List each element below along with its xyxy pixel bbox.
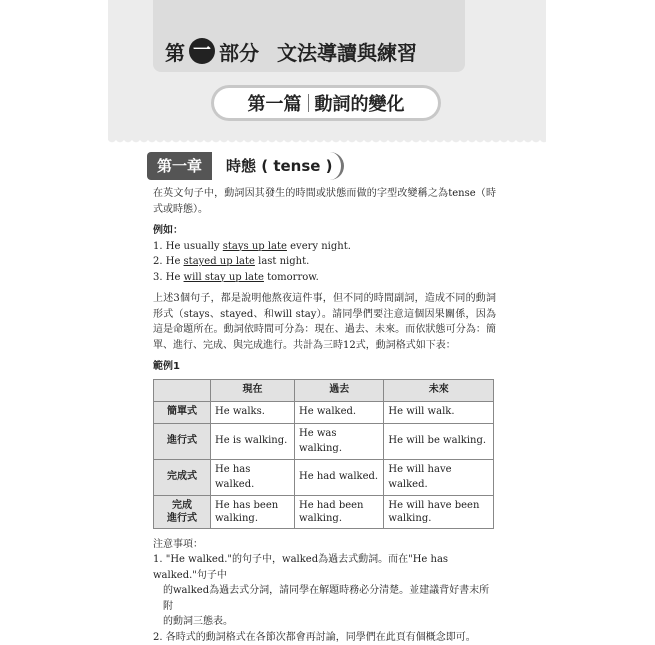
part-suffix: 部分	[219, 37, 259, 66]
table-row	[154, 401, 494, 423]
example-item: 1. He usually stays up late every night.	[153, 239, 496, 255]
col-header-future: 未來	[384, 379, 494, 401]
table-row	[154, 423, 494, 459]
notes-section	[153, 537, 496, 645]
table-cell: He had walked.	[295, 459, 384, 495]
example-item: 3. He will stay up late tomorrow.	[153, 270, 496, 286]
explain-paragraph: 上述3個句子，都是說明他熬夜這件事，但不同的時間副詞，造成不同的動詞形式（stays、stayed、和will stay）。請同學們要注意這個因果關係，因為這是命題所在。動詞依時間可分為：現在、過去、未來。而依狀態可分為：簡單、進行、完成、與完成進行。共計為三時12式，動詞格式如下表：	[153, 291, 496, 353]
part-prefix: 第	[165, 37, 185, 66]
tense-table	[153, 379, 494, 529]
note-item-1-cont: 的walked為過去式分詞，請同學在解題時務必分清楚。並建議背好書末所附	[153, 583, 496, 614]
examples-list	[153, 239, 496, 286]
table-label: 範例1	[153, 359, 496, 375]
table-cell: He is walking.	[211, 423, 295, 459]
chapter-title: 動詞的變化	[315, 90, 405, 116]
chapter-number: 第一篇	[248, 90, 302, 116]
table-cell: He will walk.	[384, 401, 494, 423]
intro-paragraph: 在英文句子中，動詞因其發生的時間或狀態而做的字型改變稱之為tense（時式或時態）。	[153, 186, 496, 217]
notes-title: 注意事項：	[153, 537, 496, 553]
part-number-circle: 一	[189, 38, 215, 64]
table-cell: He will have been walking.	[384, 495, 494, 528]
row-header: 進行式	[154, 423, 211, 459]
header-zigzag-edge	[108, 138, 546, 146]
table-cell: He walks.	[211, 401, 295, 423]
main-content	[153, 186, 496, 645]
row-header: 完成式	[154, 459, 211, 495]
table-row	[154, 495, 494, 528]
chapter-divider	[308, 94, 309, 112]
note-item-1: 1. "He walked."的句子中，walked為過去式動詞。而在"He has walked."句子中	[153, 552, 496, 583]
table-corner	[154, 379, 211, 401]
table-cell: He walked.	[295, 401, 384, 423]
chapter-banner	[214, 88, 438, 118]
example-item: 2. He stayed up late last night.	[153, 254, 496, 270]
table-cell: He has walked.	[211, 459, 295, 495]
section-name: 時態 ( tense )	[226, 152, 344, 180]
table-cell: He will have walked.	[384, 459, 494, 495]
part-title	[165, 36, 417, 66]
table-row	[154, 459, 494, 495]
table-cell: He had been walking.	[295, 495, 384, 528]
col-header-past: 過去	[295, 379, 384, 401]
table-cell: He was walking.	[295, 423, 384, 459]
row-header: 完成 進行式	[154, 495, 211, 528]
row-header: 簡單式	[154, 401, 211, 423]
table-cell: He will be walking.	[384, 423, 494, 459]
section-tag: 第一章	[147, 152, 212, 180]
part-main-title: 文法導讀與練習	[277, 37, 417, 66]
col-header-present: 現在	[211, 379, 295, 401]
examples-label: 例如：	[153, 223, 496, 239]
section-heading	[147, 152, 344, 180]
note-item-1-cont: 的動詞三態表。	[153, 614, 496, 630]
table-cell: He has been walking.	[211, 495, 295, 528]
note-item-2: 2. 各時式的動詞格式在各節次都會再討論，同學們在此頁有個概念即可。	[153, 630, 496, 645]
